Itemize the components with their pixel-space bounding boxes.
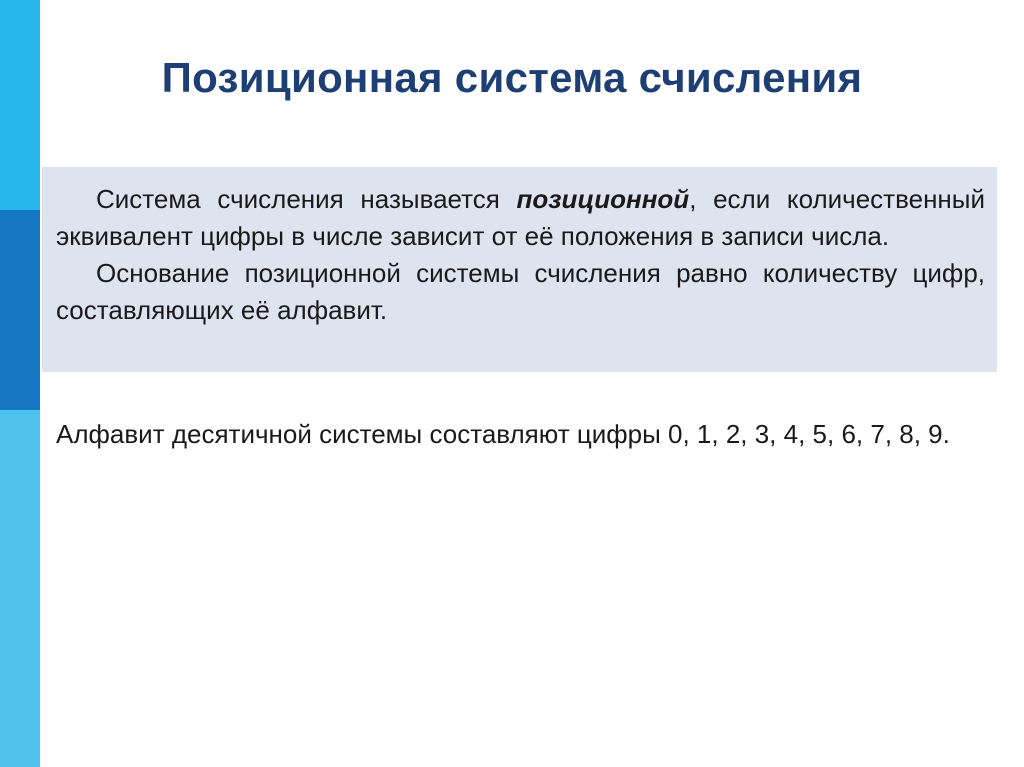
sidebar-stripe-dark-segment bbox=[0, 210, 40, 410]
definition-text-start: Система счисления называется bbox=[96, 184, 517, 214]
sidebar-stripe-light-segment bbox=[0, 410, 40, 767]
alphabet-statement: Алфавит десятичной системы составляют цифры 0, 1, 2, 3, 4, 5, 6, 7, 8, 9. bbox=[56, 419, 950, 449]
definition-box bbox=[42, 167, 997, 372]
definition-paragraph-positional bbox=[56, 181, 985, 255]
slide-title: Позиционная система счисления bbox=[161, 54, 863, 101]
definition-paragraph-base: Основание позиционной системы счисления равно количеству цифр, составляющих её алфавит. bbox=[56, 258, 985, 325]
definition-text-end: , если количественный эквивалент цифры в числе зависит от её положения в записи числа. bbox=[56, 184, 985, 251]
definition-emphasis-term: позиционной bbox=[516, 184, 690, 214]
